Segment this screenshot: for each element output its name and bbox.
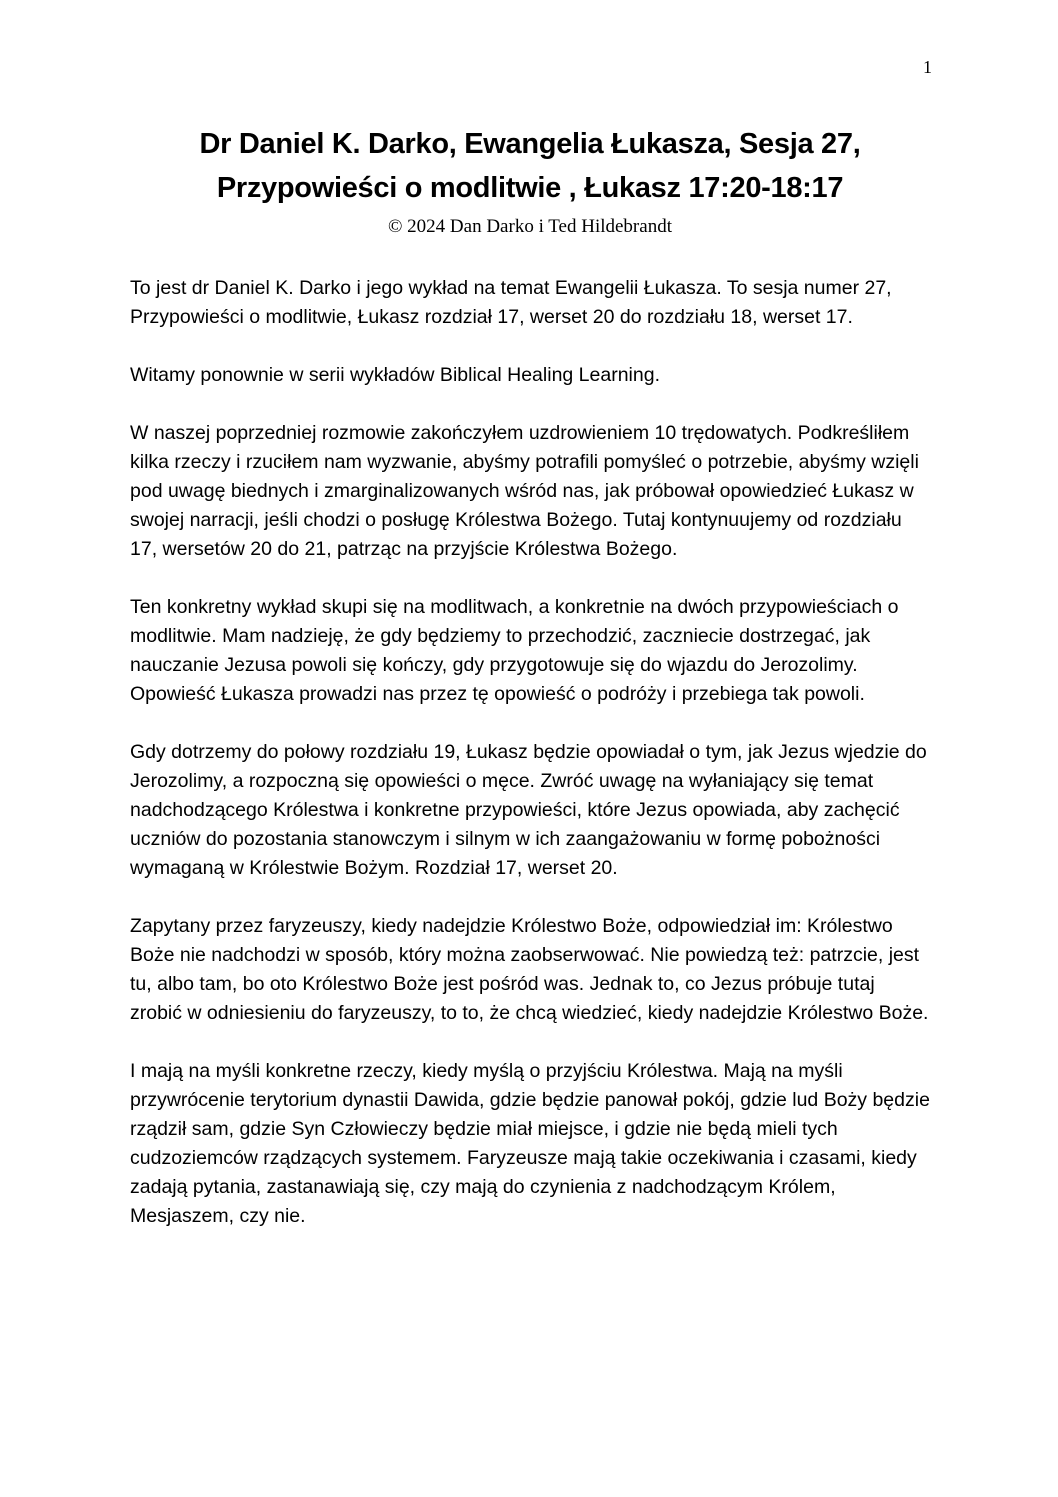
paragraph: Zapytany przez faryzeuszy, kiedy nadejdzie Królestwo Boże, odpowiedział im: Królestwo Boże nie nadchodzi w sposób, który można zaobserwować. Nie powiedzą też: patrzcie, jest tu, albo tam, bo oto Królestwo Boże jest pośród was. Jednak to, co Jezus próbuje tutaj zrobić w odniesieniu do faryzeuszy, to to, że chcą wiedzieć, kiedy nadejdzie Królestwo Boże. <box>130 915 929 1024</box>
copyright-line: © 2024 Dan Darko i Ted Hildebrandt <box>388 216 672 237</box>
document-title <box>130 122 930 210</box>
body-text <box>130 274 930 1231</box>
page-number: 1 <box>923 57 932 77</box>
paragraph: Witamy ponownie w serii wykładów Biblical Healing Learning. <box>130 364 660 386</box>
paragraph: I mają na myśli konkretne rzeczy, kiedy myślą o przyjściu Królestwa. Mają na myśli przywrócenie terytorium dynastii Dawida, gdzie będzie panował pokój, gdzie lud Boży będzie rządził sam, gdzie Syn Człowieczy będzie miał miejsce, i gdzie nie będą mieli tych cudzoziemców rządzących systemem. Faryzeusze mają takie oczekiwania i czasami, kiedy zadają pytania, zastanawiają się, czy mają do czynienia z nadchodzącym Królem, Mesjaszem, czy nie. <box>130 1060 930 1227</box>
title-line-1: Dr Daniel K. Darko, Ewangelia Łukasza, Sesja 27, <box>199 128 861 160</box>
paragraph: Ten konkretny wykład skupi się na modlitwach, a konkretnie na dwóch przypowieściach o modlitwie. Mam nadzieję, że gdy będziemy to przechodzić, zaczniecie dostrzegać, jak nauczanie Jezusa powoli się kończy, gdy przygotowuje się do wjazdu do Jerozolimy. Opowieść Łukasza prowadzi nas przez tę opowieść o podróży i przebiega tak powoli. <box>130 596 899 705</box>
paragraph: Gdy dotrzemy do połowy rozdziału 19, Łukasz będzie opowiadał o tym, jak Jezus wjedzie do Jerozolimy, a rozpoczną się opowieści o męce. Zwróć uwagę na wyłaniający się temat nadchodzącego Królestwa i konkretne przypowieści, które Jezus opowiada, aby zachęcić uczniów do pozostania stanowczym i silnym w ich zaangażowaniu w formę pobożności wymaganą w Królestwie Bożym. Rozdział 17, werset 20. <box>130 741 927 879</box>
paragraph: W naszej poprzedniej rozmowie zakończyłem uzdrowieniem 10 trędowatych. Podkreśliłem kilka rzeczy i rzuciłem nam wyzwanie, abyśmy potrafili pomyśleć o potrzebie, abyśmy wzięli pod uwagę biednych i zmarginalizowanych wśród nas, jak próbował opowiedzieć Łukasz w swojej narracji, jeśli chodzi o posługę Królestwa Bożego. Tutaj kontynuujemy od rozdziału 17, wersetów 20 do 21, patrząc na przyjście Królestwa Bożego. <box>130 422 919 560</box>
paragraph: To jest dr Daniel K. Darko i jego wykład na temat Ewangelii Łukasza. To sesja numer 27, Przypowieści o modlitwie, Łukasz rozdział 17, werset 20 do rozdziału 18, werset 17. <box>130 277 892 328</box>
title-line-2: Przypowieści o modlitwie , Łukasz 17:20-18:17 <box>216 172 844 204</box>
